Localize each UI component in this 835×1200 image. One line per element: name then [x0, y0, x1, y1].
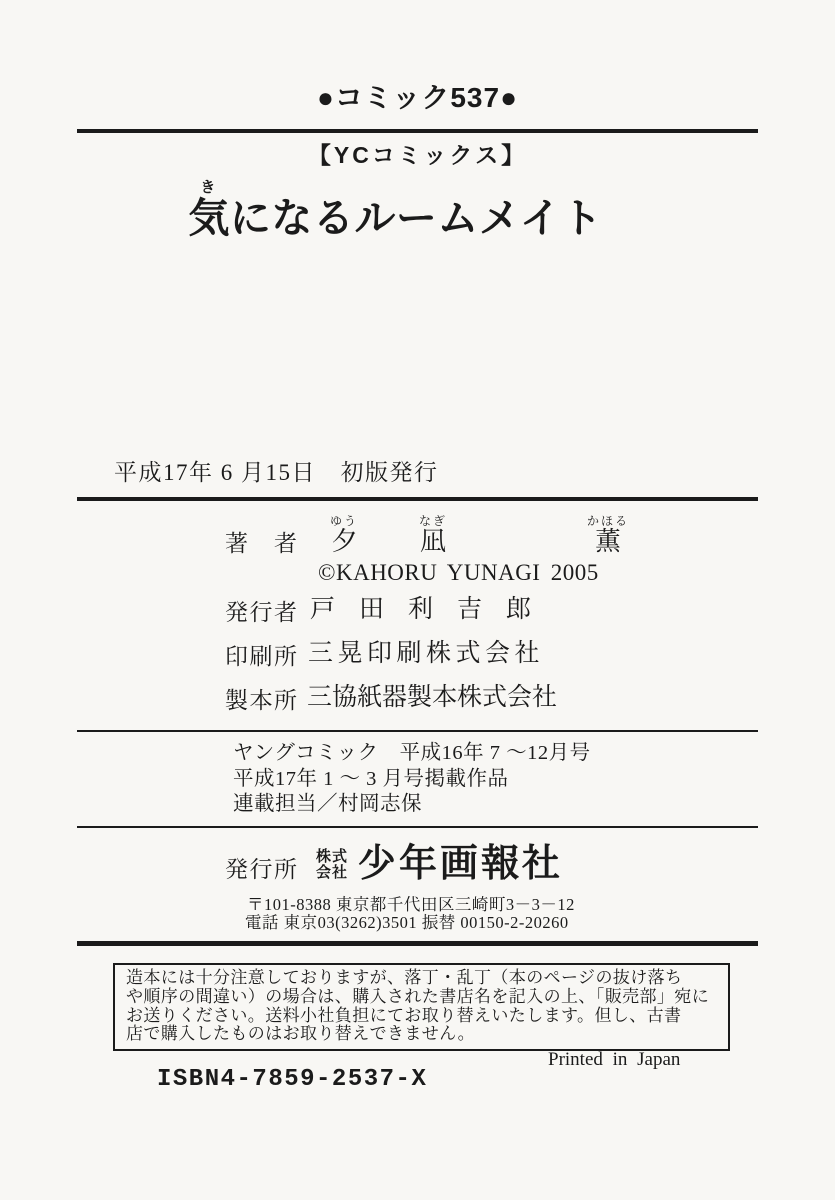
- author-name-part: [419, 514, 447, 555]
- book-title: [188, 179, 603, 241]
- imprint-label: 【YCコミックス】: [307, 142, 528, 168]
- divider-serialization: [77, 826, 758, 828]
- binder-name: 三協紙器製本株式会社: [307, 684, 558, 711]
- corporation-type-bottom: 会社: [316, 864, 349, 881]
- serialization-line: ヤングコミック 平成16年 7 ～12月号: [233, 742, 591, 764]
- author-furigana: なぎ: [419, 514, 448, 528]
- serialization-block: [233, 741, 591, 818]
- author-kanji: 夕: [331, 527, 358, 556]
- printed-in-japan: Printed in Japan: [548, 1049, 681, 1070]
- notice-line: 店で購入したものはお取り替えできません。: [126, 1024, 476, 1044]
- printer-label: 印刷所: [225, 644, 297, 669]
- author-furigana: ゆう: [330, 514, 359, 528]
- publisher-phone: 電話 東京03(3262)3501 振替 00150-2-20260: [245, 913, 569, 932]
- issuer-name: 戸田利吉郎: [310, 596, 556, 623]
- author-name-part: [587, 514, 629, 555]
- edition-date: 平成17年 6 月15日 初版発行: [114, 460, 439, 485]
- book-title-block: [0, 179, 791, 241]
- author-label: 著 者: [225, 531, 297, 556]
- notice-line: お送りください。送料小社負担にてお取り替えいたします。但し、古書: [126, 1005, 682, 1025]
- author-kanji: 薫: [595, 527, 622, 556]
- author-name-part: [330, 514, 358, 555]
- title-furigana: き: [200, 179, 216, 196]
- publisher-address: 〒101-8388 東京都千代田区三崎町3－3－12: [247, 895, 575, 914]
- isbn-number: ISBN4-7859-2537-X: [157, 1066, 428, 1093]
- printer-name: 三晃印刷株式会社: [308, 640, 545, 667]
- author-kanji: 凪: [420, 527, 447, 556]
- issuer-label: 発行者: [225, 600, 297, 625]
- corporation-type-stack: [316, 849, 348, 881]
- notice-line: や順序の間違い）の場合は、購入された書店名を記入の上、「販売部」宛に: [126, 986, 710, 1006]
- author-name: [330, 514, 629, 555]
- divider-edition: [77, 497, 758, 501]
- author-furigana: かほる: [587, 514, 630, 528]
- divider-publisher: [77, 941, 758, 946]
- publisher-name: 少年画報社: [358, 843, 564, 885]
- corporation-type-top: 株式: [316, 848, 349, 865]
- binder-label: 製本所: [225, 688, 297, 713]
- title-text: 気になるルームメイト: [188, 195, 603, 241]
- serialization-line: 平成17年 1 ～ 3 月号掲載作品: [233, 767, 509, 790]
- notice-line: 造本には十分注意しておりますが、落丁・乱丁（本のページの抜け落ち: [126, 968, 683, 987]
- divider-top: [77, 129, 758, 133]
- copyright-notice: ©KAHORU YUNAGI 2005: [318, 560, 599, 585]
- series-number-banner: ●コミック537●: [317, 82, 518, 113]
- defect-notice-box: [113, 963, 730, 1051]
- publisher-label: 発行所: [225, 857, 297, 882]
- divider-credits: [77, 730, 758, 732]
- serialization-line: 連載担当／村岡志保: [233, 793, 422, 815]
